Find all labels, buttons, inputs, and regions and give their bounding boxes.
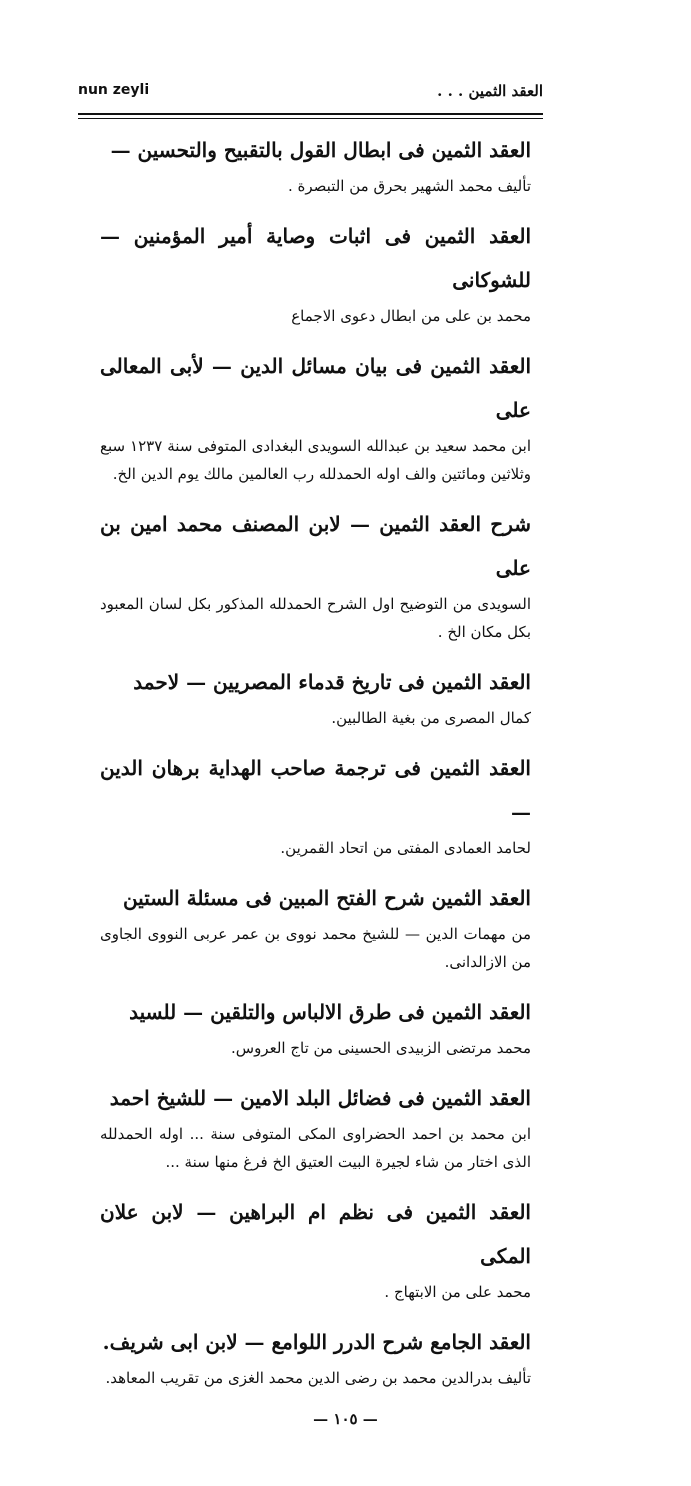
entry	[100, 746, 531, 862]
entry-body: كمال المصرى من بغية الطالبين.	[331, 709, 531, 727]
entry-title: العقد الثمين فى بيان مسائل الدين — لأبى المعالى على	[100, 354, 531, 422]
entry-title: العقد الثمين شرح الفتح المبين فى مسئلة الستين	[122, 886, 531, 910]
page-number: — ١٠٥ —	[313, 1410, 378, 1428]
entry-title: العقد الجامع شرح الدرر اللوامع — لابن ابى شريف.	[102, 1330, 531, 1354]
running-header	[78, 82, 543, 108]
entry-body: محمد على من الابتهاج .	[384, 1283, 531, 1301]
entry	[100, 876, 531, 976]
entry-body: ابن محمد سعيد بن عبدالله السويدى البغدادى المتوفى سنة ١٢٣٧ سبع وثلاثين ومائتين والف اوله الحمدلله رب العالمين مالك يوم الدين الخ.	[100, 437, 531, 483]
entry	[100, 128, 531, 200]
entry-title: العقد الثمين فى ابطال القول بالتقبيح والتحسين —	[110, 138, 531, 162]
entry-body: السويدى من التوضيح اول الشرح الحمدلله المذكور بكل لسان المعبود بكل مكان الخ .	[100, 595, 531, 641]
entry-body: محمد مرتضى الزبيدى الحسينى من تاج العروس.	[230, 1039, 531, 1057]
entry-body: من مهمات الدين — للشيخ محمد نووى بن عمر عربى النووى الجاوى من الازالدانى.	[100, 925, 531, 971]
header-rule-thin	[78, 118, 543, 119]
entry-title: العقد الثمين فى فضائل البلد الامين — للشيخ احمد	[109, 1086, 531, 1110]
entry	[100, 344, 531, 488]
entry-body: ابن محمد بن احمد الحضراوى المكى المتوفى سنة ... اوله الحمدلله الذى اختار من شاء لجيرة البيت العتيق الخ فرغ منها سنة ...	[100, 1125, 531, 1171]
entry	[100, 214, 531, 330]
entry-title: العقد الثمين فى ترجمة صاحب الهداية برهان الدين —	[100, 756, 531, 824]
entry	[100, 1190, 531, 1306]
header-rule	[78, 113, 543, 115]
entry-title: العقد الثمين فى نظم ام البراهين — لابن علان المكى	[100, 1200, 531, 1268]
header-right-text: العقد الثمين . . .	[437, 82, 543, 100]
entry-title: العقد الثمين فى اثبات وصاية أمير المؤمنين — للشوكانى	[100, 224, 531, 292]
entry-body: تأليف بدرالدين محمد بن رضى الدين محمد الغزى من تقريب المعاهد.	[105, 1369, 531, 1387]
entry	[100, 990, 531, 1062]
entry-title: العقد الثمين فى تاريخ قدماء المصريين — لاحمد	[133, 670, 531, 694]
header-left-text: nun zeyli	[78, 82, 150, 98]
entry-title: شرح العقد الثمين — لابن المصنف محمد امين بن على	[100, 512, 531, 580]
entry	[100, 1076, 531, 1176]
entry-list	[100, 128, 531, 1406]
entry-title: العقد الثمين فى طرق الالباس والتلقين — للسيد	[129, 1000, 531, 1024]
entry-body: تأليف محمد الشهير بحرق من التبصرة .	[287, 177, 531, 195]
entry	[100, 660, 531, 732]
entry	[100, 502, 531, 646]
entry-body: محمد بن على من ابطال دعوى الاجماع	[291, 307, 531, 325]
entry-body: لحامد العمادى المفتى من اتحاد القمرين.	[280, 839, 531, 857]
entry	[100, 1320, 531, 1392]
